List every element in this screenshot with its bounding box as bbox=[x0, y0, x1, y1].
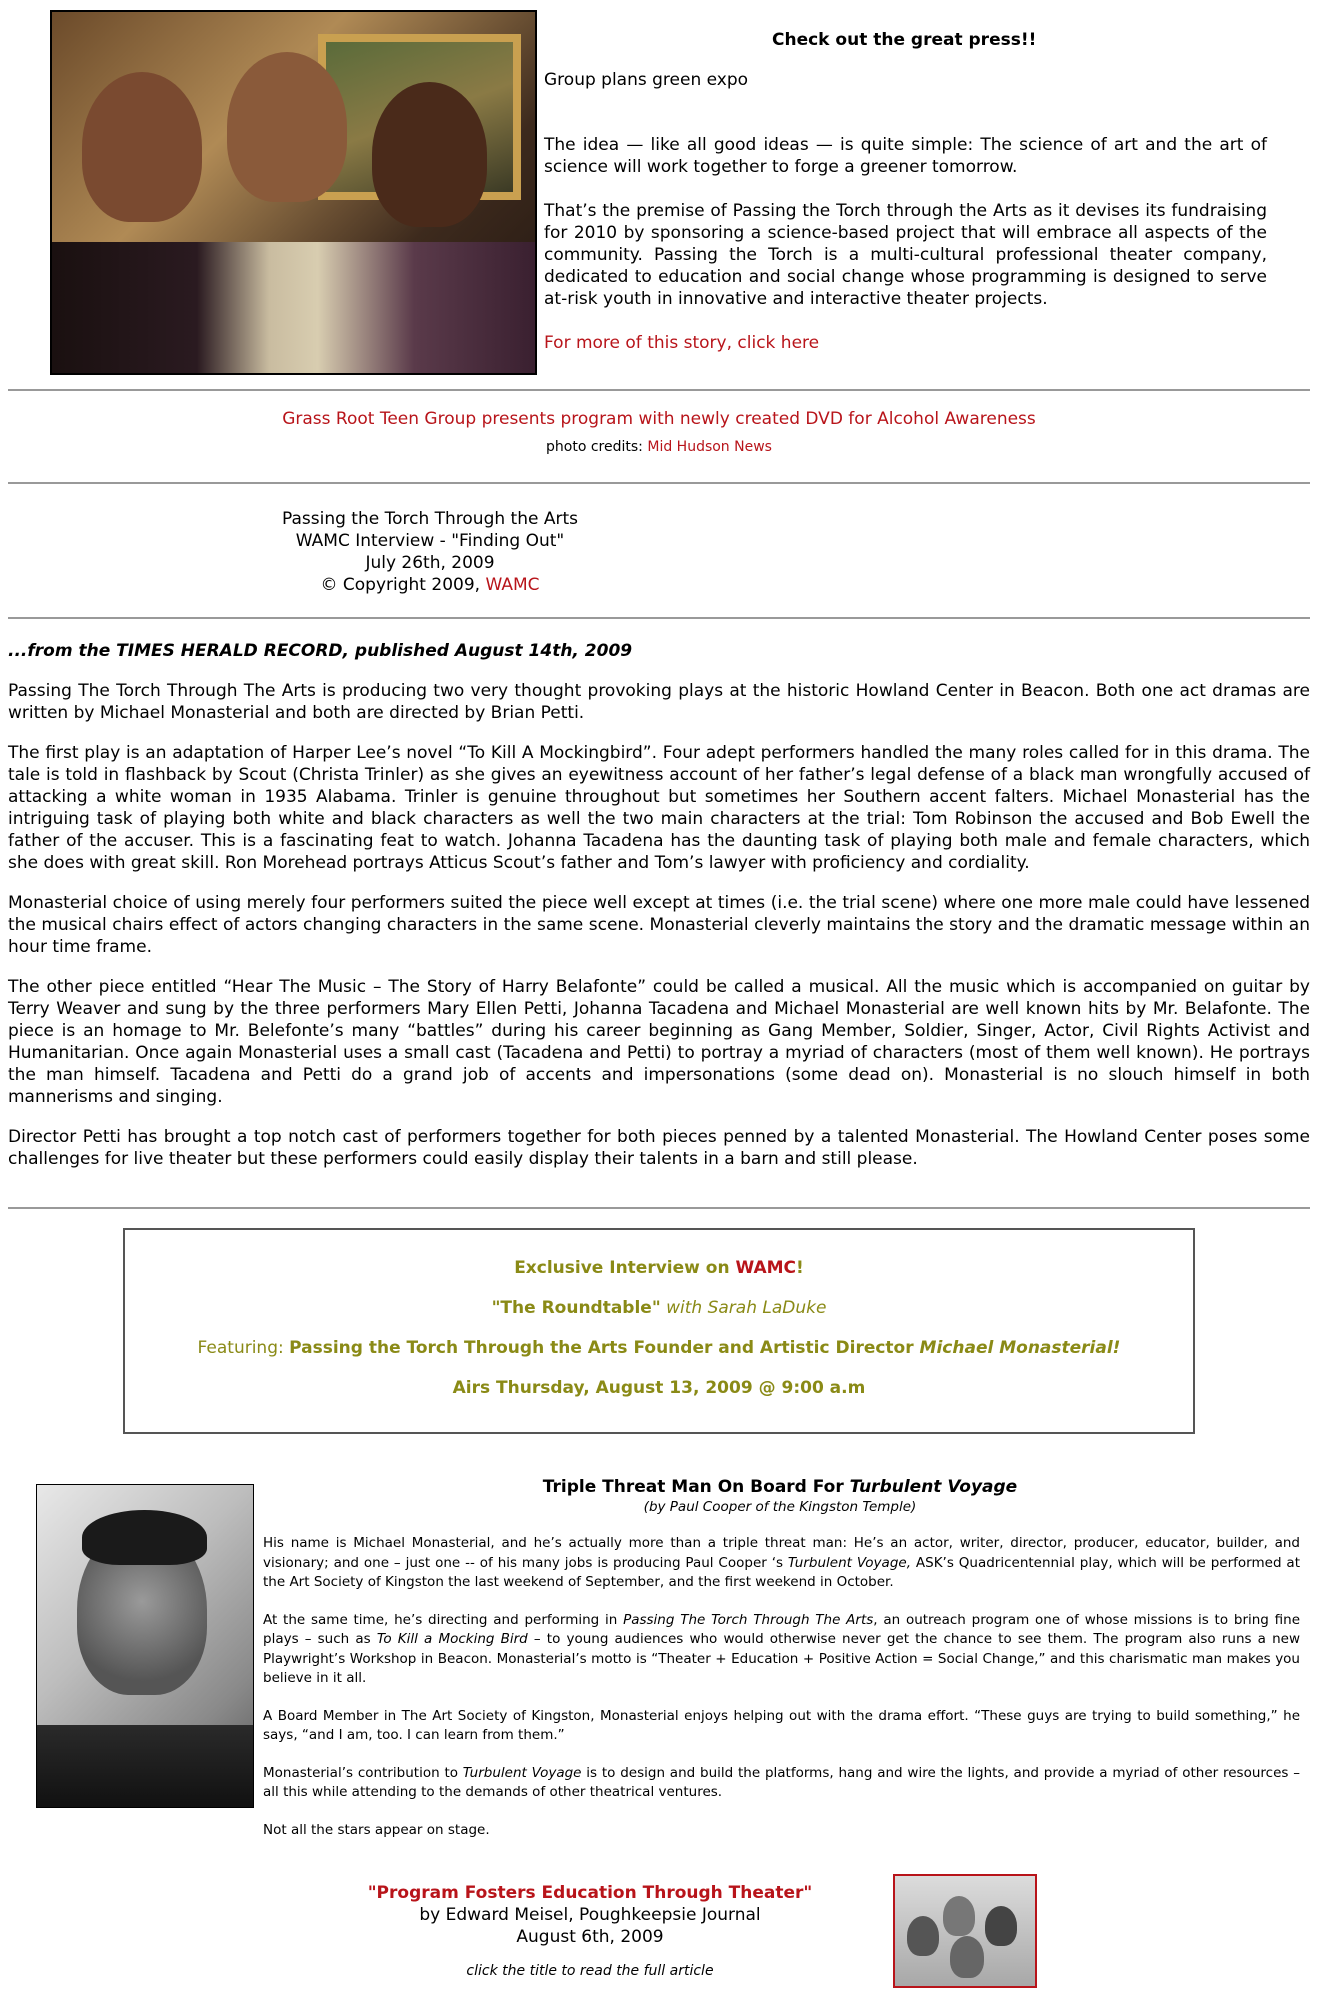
portrait-hair bbox=[82, 1510, 207, 1565]
triple-para-4: Monasterial’s contribution to Turbulent Voyage is to design and build the platforms, hang and wire the lights, and provide a myriad of other resources – all this while attending to the demands of other theatrical ventures. bbox=[263, 1764, 1300, 1800]
wamc-interview-block bbox=[230, 508, 630, 596]
person-right bbox=[372, 82, 487, 227]
triple-threat-title: Triple Threat Man On Board For Turbulent Voyage bbox=[542, 1477, 1018, 1497]
triple-para-5: Not all the stars appear on stage. bbox=[263, 1821, 490, 1838]
program-photo-person-4 bbox=[950, 1936, 984, 1978]
review-para-1: Passing The Torch Through The Arts is producing two very thought provoking plays at the historic Howland Center in Beacon. Both one act dramas are written by Michael Monasterial and both are directed by Brian Petti. bbox=[8, 681, 1310, 723]
triple-para-2: At the same time, he’s directing and performing in Passing The Torch Through The Arts, an outreach program one of whose missions is to bring fine plays – such as To Kill a Mocking Bird – to young audiences who would otherwise never get the chance to see them. The program also runs a new Playwright’s Workshop in Beacon. Monasterial’s motto is “Theater + Education + Positive Action = Social Change,” and this charismatic man makes you believe in it all. bbox=[263, 1611, 1301, 1686]
exclusive-line-3: Featuring: Passing the Torch Through the Arts Founder and Artistic Director Michael Monasterial! bbox=[197, 1338, 1121, 1358]
review-para-3: Monasterial choice of using merely four performers suited the piece well except at times (i.e. the trial scene) where one more male could have lessened the musical chairs effect of actors changing characters in the same scene. Monasterial cleverly maintains the story and the dramatic message within an hour time frame. bbox=[8, 893, 1310, 957]
grassroot-link[interactable]: Grass Root Teen Group presents program with newly created DVD for Alcohol Awareness bbox=[282, 409, 1036, 429]
wamc-exclusive-link[interactable]: WAMC bbox=[735, 1258, 797, 1278]
exclusive-line-2: "The Roundtable" with Sarah LaDuke bbox=[491, 1298, 827, 1318]
wamc-line-1: Passing the Torch Through the Arts bbox=[281, 509, 578, 529]
group-photo bbox=[50, 10, 537, 375]
wamc-line-4: © Copyright 2009, WAMC bbox=[320, 575, 540, 595]
program-photo-person-1 bbox=[907, 1916, 939, 1956]
photo-credits: photo credits: Mid Hudson News bbox=[546, 439, 772, 455]
expo-title: Group plans green expo bbox=[544, 70, 749, 90]
program-photo[interactable] bbox=[893, 1874, 1037, 1988]
expo-more-link[interactable]: For more of this story, click here bbox=[544, 333, 820, 353]
program-date: August 6th, 2009 bbox=[516, 1927, 664, 1947]
person-left bbox=[82, 72, 202, 222]
clothing bbox=[52, 242, 535, 373]
review-para-4: The other piece entitled “Hear The Music – The Story of Harry Belafonte” could be called a musical. All the music which is accompanied on guitar by Terry Weaver and sung by the three performers Mary Ellen Petti, Johanna Tacadena and Michael Monasterial are well known hits by Mr. Belafonte. The piece is an homage to Mr. Belefonte’s many “battles” during his career beginning as Gang Member, Soldier, Singer, Actor, Civil Rights Activist and Humanitarian. Once again Monasterial uses a small cast (Tacadena and Petti) to portray a myriad of characters (most of them well known). He portrays the man himself. Tacadena and Petti do a grand job of accents and impersonations (some dead on). Monasterial is no slouch himself in both mannerisms and singing. bbox=[8, 977, 1310, 1107]
portrait-shoulders bbox=[37, 1725, 253, 1807]
divider-2 bbox=[8, 482, 1310, 484]
divider-3 bbox=[8, 617, 1310, 619]
divider-1 bbox=[8, 389, 1310, 391]
triple-threat-byline: (by Paul Cooper of the Kingston Temple) bbox=[643, 1499, 917, 1515]
exclusive-line-4: Airs Thursday, August 13, 2009 @ 9:00 a.m bbox=[452, 1378, 866, 1398]
program-photo-person-2 bbox=[943, 1896, 975, 1936]
person-center bbox=[227, 52, 347, 202]
wamc-line-2: WAMC Interview - "Finding Out" bbox=[295, 531, 565, 551]
triple-para-3: A Board Member in The Art Society of Kingston, Monasterial enjoys helping out with the drama effort. “These guys are trying to build something,” he says, “and I am, too. I can learn from them.” bbox=[263, 1707, 1300, 1743]
divider-4 bbox=[8, 1207, 1310, 1209]
program-title-link[interactable]: "Program Fosters Education Through Theater" bbox=[367, 1883, 813, 1903]
exclusive-box bbox=[123, 1228, 1195, 1434]
press-headline: Check out the great press!! bbox=[772, 30, 1037, 50]
program-byline: by Edward Meisel, Poughkeepsie Journal bbox=[419, 1905, 761, 1925]
exclusive-line-1: Exclusive Interview on WAMC! bbox=[514, 1258, 804, 1278]
review-para-2: The first play is an adaptation of Harper Lee’s novel “To Kill A Mockingbird”. Four adept performers handled the many roles called for in this drama. The tale is told in flashback by Scout (Christa Trinler) as she gives an eyewitness account of her father’s legal defense of a black man wrongfully accused of attacking a white woman in 1935 Alabama. Trinler is genuine throughout but sometimes her Southern accent falters. Michael Monasterial has the intriguing task of playing both white and black characters as well the two main characters at the trial: Tom Robinson the accused and Bob Ewell the father of the accuser. This is a fascinating feat to watch. Johanna Tacadena has the daunting task of playing both male and female characters, which she does with great skill. Ron Morehead portrays Atticus Scout’s father and Tom’s lawyer with proficiency and cordiality. bbox=[8, 743, 1310, 873]
program-note: click the title to read the full article bbox=[466, 1963, 714, 1979]
review-para-5: Director Petti has brought a top notch cast of performers together for both pieces penned by a talented Monasterial. The Howland Center poses some challenges for live theater but these performers could easily display their talents in a barn and still please. bbox=[8, 1127, 1310, 1169]
wamc-line-3: July 26th, 2009 bbox=[365, 553, 495, 573]
triple-para-1: His name is Michael Monasterial, and he’s actually more than a triple threat man: He’s an actor, writer, director, producer, educator, builder, and visionary; and one – just one -- of his many jobs is producing Paul Cooper ‘s Turbulent Voyage, ASK’s Quadricentennial play, which will be performed at the Art Society of Kingston the last weekend of September, and the first weekend in October. bbox=[263, 1535, 1300, 1590]
mid-hudson-link[interactable]: Mid Hudson News bbox=[647, 439, 772, 455]
expo-para-2: That’s the premise of Passing the Torch through the Arts as it devises its fundraising for 2010 by sponsoring a science-based project that will embrace all aspects of the community. Passing the Torch is a multi-cultural professional theater company, dedicated to education and social change whose programming is designed to serve at-risk youth in innovative and interactive theater projects. bbox=[544, 201, 1267, 309]
expo-para-1: The idea — like all good ideas — is quite simple: The science of art and the art of science will work together to forge a greener tomorrow. bbox=[544, 135, 1267, 177]
wamc-copyright-link[interactable]: WAMC bbox=[485, 575, 540, 595]
review-heading: ...from the TIMES HERALD RECORD, published August 14th, 2009 bbox=[8, 641, 633, 661]
program-photo-person-3 bbox=[985, 1906, 1017, 1946]
portrait-photo bbox=[36, 1484, 254, 1808]
